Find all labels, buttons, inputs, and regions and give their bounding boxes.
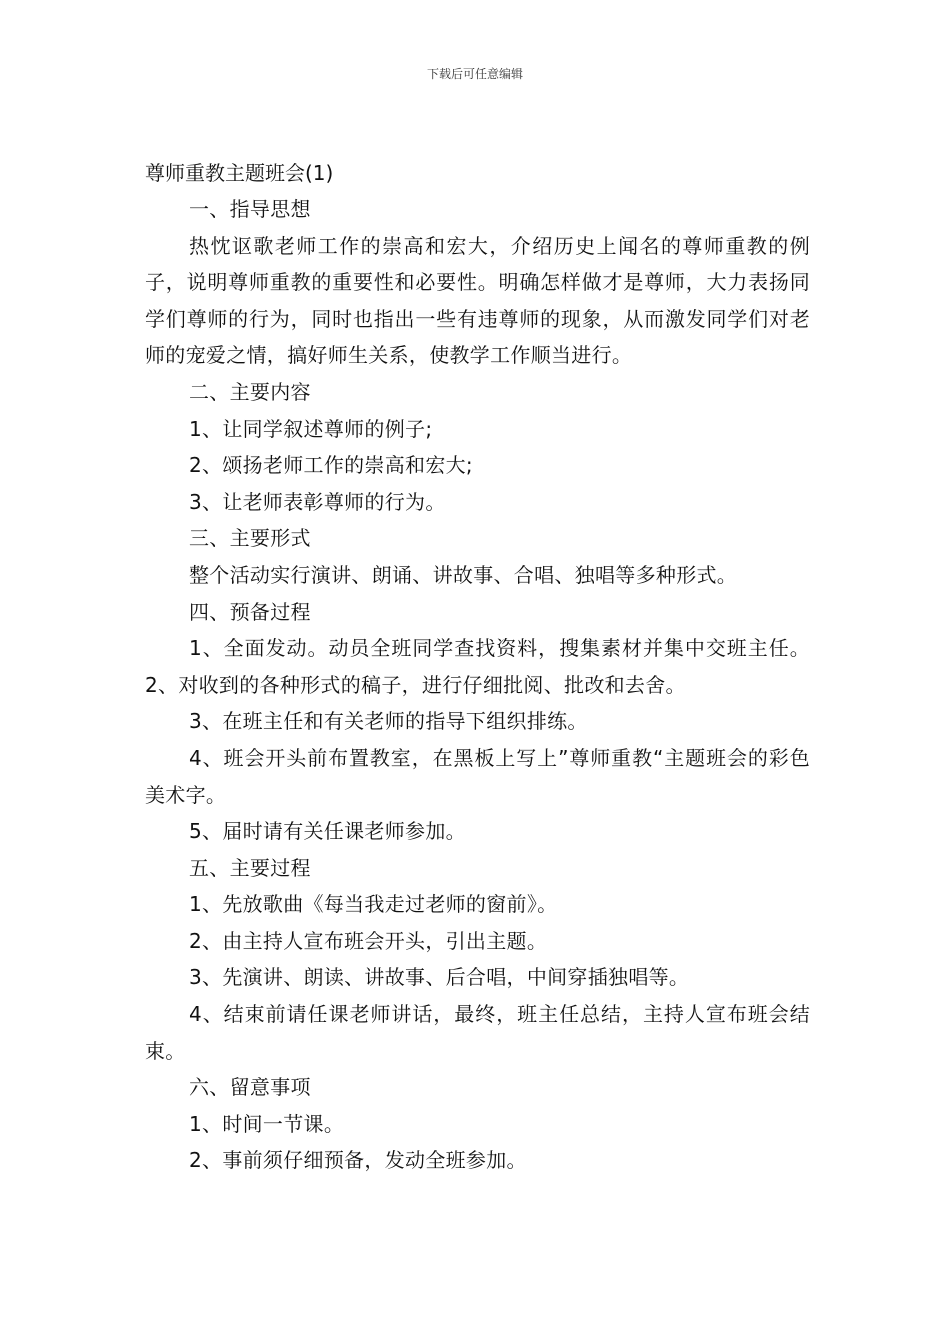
list-item: 2、事前须仔细预备，发动全班参加。 xyxy=(189,1148,527,1173)
list-item: 2、颂扬老师工作的崇高和宏大; xyxy=(189,453,473,478)
section-heading: 一、指导思想 xyxy=(189,197,311,221)
section-heading: 四、预备过程 xyxy=(189,599,311,624)
section-heading: 三、主要形式 xyxy=(189,526,311,551)
list-item: 4、结束前请任课老师讲话，最终，班主任总结，主持人宣布班会结束。 xyxy=(145,1002,810,1063)
list-item: 1、让同学叙述尊师的例子; xyxy=(189,416,433,441)
page-header: 下载后可任意编辑 xyxy=(426,67,523,81)
list-item: 1、全面发动。动员全班同学查找资料，搜集素材并集中交班主任。2、对收到的各种形式的稿子，进行仔细批阅、批改和去舍。 xyxy=(145,636,810,697)
paragraph: 整个活动实行演讲、朗诵、讲故事、合唱、独唱等多种形式。 xyxy=(189,562,738,587)
list-item: 3、先演讲、朗读、讲故事、后合唱，中间穿插独唱等。 xyxy=(189,965,690,990)
document-body xyxy=(145,155,810,1179)
section-heading: 六、留意事项 xyxy=(189,1075,311,1100)
list-item: 4、班会开头前布置教室，在黑板上写上”尊师重教“主题班会的彩色美术字。 xyxy=(145,745,810,807)
section-heading: 二、主要内容 xyxy=(189,379,311,404)
document-title: 尊师重教主题班会(1) xyxy=(145,161,334,185)
paragraph: 热忱讴歌老师工作的崇高和宏大，介绍历史上闻名的尊师重教的例子，说明尊师重教的重要性和必要性。明确怎样做才是尊师，大力表扬同学们尊师的行为，同时也指出一些有违尊师的现象，从而激发同学们对老师的宠爱之情，搞好师生关系，使教学工作顺当进行。 xyxy=(145,233,810,368)
list-item: 1、时间一节课。 xyxy=(189,1111,345,1136)
list-item: 5、届时请有关任课老师参加。 xyxy=(189,819,466,844)
list-item: 1、先放歌曲《每当我走过老师的窗前》。 xyxy=(189,892,558,917)
list-item: 2、由主持人宣布班会开头，引出主题。 xyxy=(189,928,548,953)
list-item: 3、让老师表彰尊师的行为。 xyxy=(189,489,446,514)
section-heading: 五、主要过程 xyxy=(189,855,311,880)
list-item: 3、在班主任和有关老师的指导下组织排练。 xyxy=(189,709,588,734)
